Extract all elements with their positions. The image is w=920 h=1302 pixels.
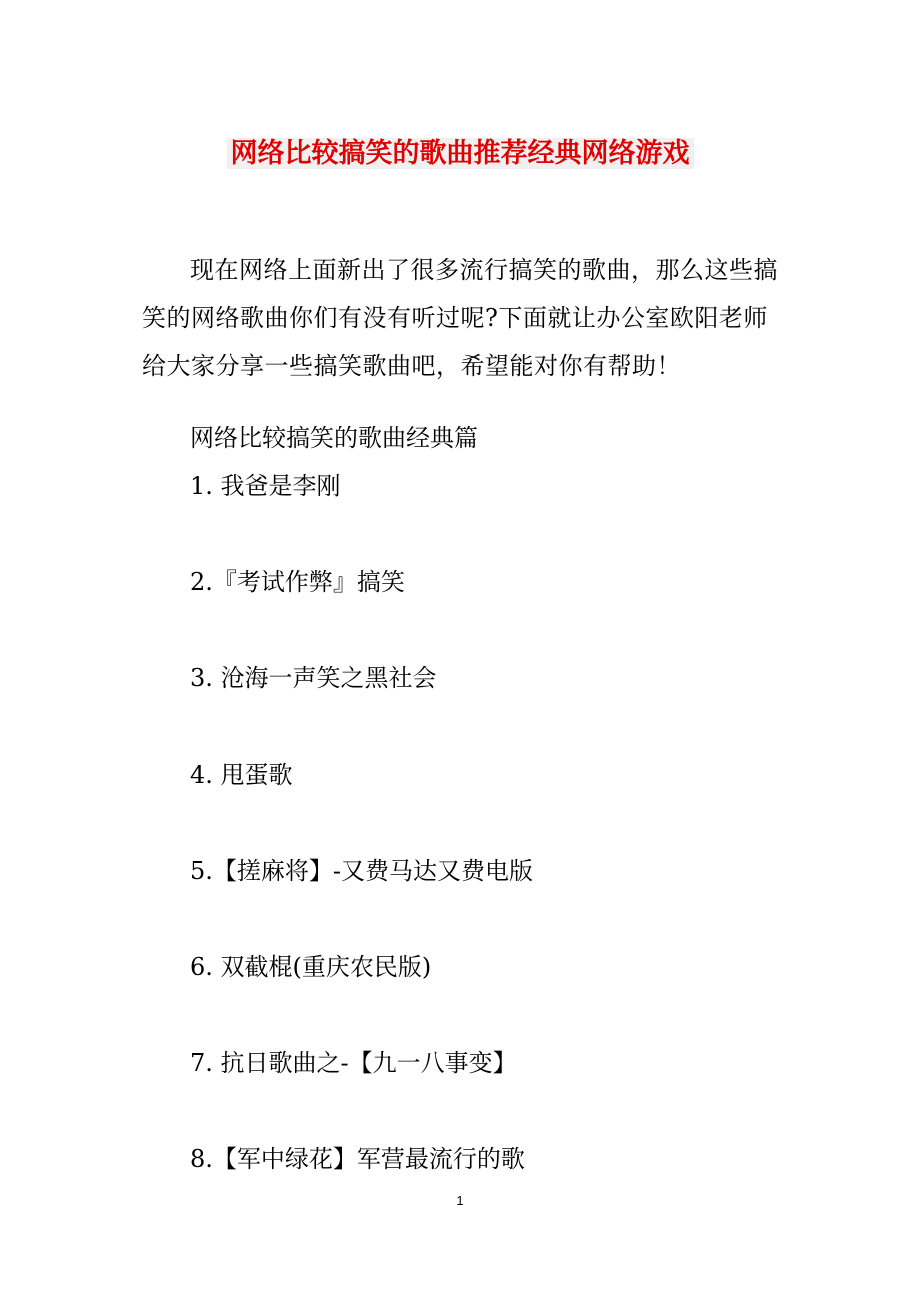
song-list-item: 4. 甩蛋歌 [190,761,293,789]
song-list-item: 8.【军中绿花】军营最流行的歌 [190,1145,525,1173]
song-list-item: 7. 抗日歌曲之-【九一八事变】 [190,1049,517,1077]
song-list-item: 6. 双截棍(重庆农民版) [190,953,432,981]
song-list-item: 5.【搓麻将】-又费马达又费电版 [190,857,534,885]
song-list-item: 2.『考试作弊』搞笑 [190,568,405,596]
document-title-text: 网络比较搞笑的歌曲推荐经典网络游戏 [227,138,694,169]
song-list-item: 1. 我爸是李刚 [190,472,341,500]
section-heading: 网络比较搞笑的歌曲经典篇 [190,424,478,452]
page-number: 1 [456,1193,464,1208]
document-title [0,132,920,176]
song-list-item: 3. 沧海一声笑之黑社会 [190,664,437,692]
intro-paragraph: 现在网络上面新出了很多流行搞笑的歌曲，那么这些搞笑的网络歌曲你们有没有听过呢?下面就让办公室欧阳老师给大家分享一些搞笑歌曲吧，希望能对你有帮助！ [142,256,778,380]
